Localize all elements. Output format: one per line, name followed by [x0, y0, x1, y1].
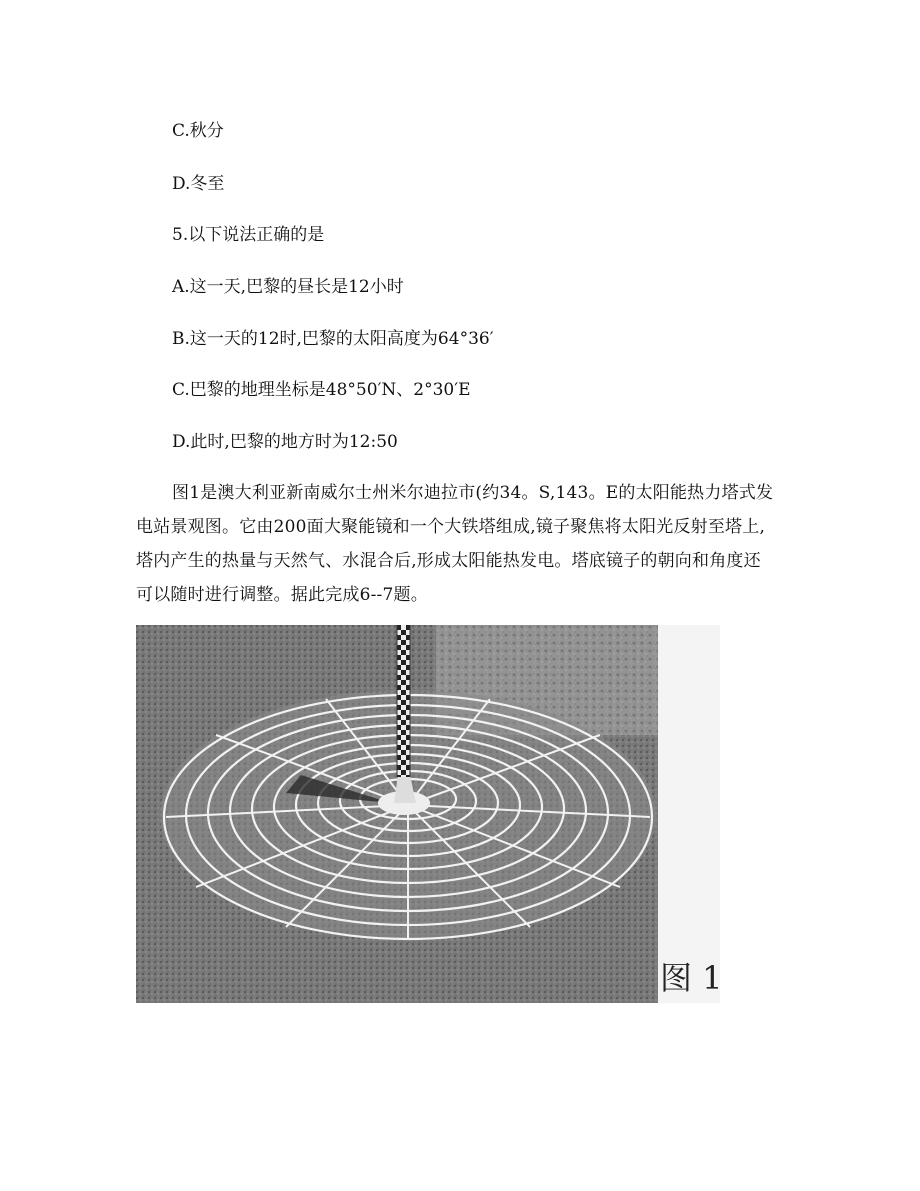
passage-line-3: 塔内产生的热量与天然气、水混合后,形成太阳能热发电。塔底镜子的朝向和角度还: [136, 551, 761, 571]
solar-tower-photo: [136, 625, 658, 1003]
solar-tower-figure: [136, 625, 723, 1003]
figure-caption: 图 1: [660, 959, 723, 997]
option-d-winter-solstice: D.冬至: [172, 174, 225, 194]
caption-background: [658, 625, 720, 1003]
question-5-stem: 5.以下说法正确的是: [172, 225, 325, 245]
question-5-option-a: A.这一天,巴黎的昼长是12小时: [172, 277, 404, 297]
passage-paragraph: [136, 476, 788, 612]
question-5-option-d: D.此时,巴黎的地方时为12:50: [172, 432, 398, 452]
option-c-autumn-equinox: C.秋分: [172, 121, 224, 141]
question-5-option-b: B.这一天的12时,巴黎的太阳高度为64°36′: [172, 329, 494, 349]
passage-line-1: 图1是澳大利亚新南威尔士州米尔迪拉市(约34。S,143。E的太阳能热力塔式发: [172, 483, 774, 503]
passage-line-2: 电站景观图。它由200面大聚能镜和一个大铁塔组成,镜子聚焦将太阳光反射至塔上,: [136, 517, 766, 537]
passage-line-4: 可以随时进行调整。据此完成6--7题。: [136, 585, 428, 605]
question-5-option-c: C.巴黎的地理坐标是48°50′N、2°30′E: [172, 380, 471, 400]
